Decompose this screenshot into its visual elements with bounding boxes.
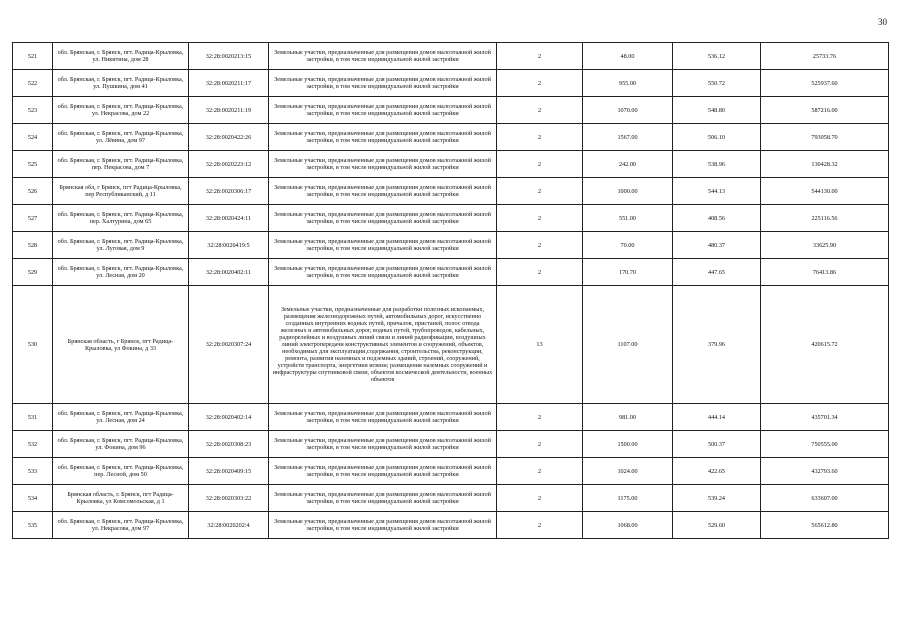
specific-value-cell: 536.12 [673,43,761,70]
area-cell: 1024.00 [583,458,673,485]
land-use-cell: Земельные участки, предназначенные для размещения домов малоэтажной жилой застройки, в том числе индивидуальной жилой застройки [269,512,497,539]
row-number-cell: 528 [13,232,53,259]
land-use-cell: Земельные участки, предназначенные для размещения домов малоэтажной жилой застройки, в том числе индивидуальной жилой застройки [269,124,497,151]
cadastral-value-cell: 750555.00 [761,431,889,458]
land-use-group-cell: 2 [497,70,583,97]
cadastral-value-cell: 25733.76 [761,43,889,70]
land-use-group-cell: 2 [497,512,583,539]
land-use-group-cell: 2 [497,205,583,232]
cadastral-value-cell: 225116.56 [761,205,889,232]
table-row [13,404,889,431]
table-row [13,259,889,286]
specific-value-cell: 447.65 [673,259,761,286]
cadastral-number-cell: 32:28:0020303:22 [189,485,269,512]
cadastral-number-cell: 32:28:0020308:23 [189,431,269,458]
land-use-cell: Земельные участки, предназначенные для размещения домов малоэтажной жилой застройки, в том числе индивидуальной жилой застройки [269,259,497,286]
specific-value-cell: 480.37 [673,232,761,259]
land-use-cell: Земельные участки, предназначенные для размещения домов малоэтажной жилой застройки, в том числе индивидуальной жилой застройки [269,404,497,431]
land-use-cell: Земельные участки, предназначенные для размещения домов малоэтажной жилой застройки, в том числе индивидуальной жилой застройки [269,43,497,70]
cadastral-number-cell: 32:28:0020419:5 [189,232,269,259]
table-row [13,70,889,97]
specific-value-cell: 529.60 [673,512,761,539]
specific-value-cell: 548.80 [673,97,761,124]
address-cell: Брянская область, г. Брянск, пгт Радица-Крыловка, ул Комсомольская, д 1 [53,485,189,512]
row-number-cell: 533 [13,458,53,485]
cadastral-number-cell: 32:28:0020409:15 [189,458,269,485]
table-row [13,97,889,124]
cadastral-value-cell: 76413.86 [761,259,889,286]
specific-value-cell: 539.24 [673,485,761,512]
address-cell: обл. Брянская, г. Брянск, пгт. Радица-Крыловка, ул. Лёвина, дом 97 [53,124,189,151]
address-cell: Брянская обл, г Брянск, пгт Радица-Крыловка, пер Республиканский, д 11 [53,178,189,205]
land-use-group-cell: 2 [497,151,583,178]
area-cell: 170.70 [583,259,673,286]
cadastral-number-cell: 32:28:0020202:4 [189,512,269,539]
address-cell: обл. Брянская, г. Брянск, пгт. Радица-Крыловка, ул. Некрасова, дом 22 [53,97,189,124]
land-use-cell: Земельные участки, предназначенные для размещения домов малоэтажной жилой застройки, в том числе индивидуальной жилой застройки [269,431,497,458]
address-cell: обл. Брянская, г. Брянск, пгт. Радица-Крыловка, ул. Некрасова, дом 97 [53,512,189,539]
cadastral-number-cell: 32:28:0020213:15 [189,43,269,70]
table-row [13,485,889,512]
specific-value-cell: 550.72 [673,70,761,97]
land-use-group-cell: 2 [497,178,583,205]
table-body [13,43,889,539]
row-number-cell: 531 [13,404,53,431]
specific-value-cell: 538.96 [673,151,761,178]
land-use-group-cell: 2 [497,43,583,70]
specific-value-cell: 422.65 [673,458,761,485]
specific-value-cell: 500.37 [673,431,761,458]
land-use-group-cell: 2 [497,97,583,124]
cadastral-value-cell: 33625.90 [761,232,889,259]
cadastral-number-cell: 32:28:0020306:17 [189,178,269,205]
row-number-cell: 523 [13,97,53,124]
area-cell: 981.00 [583,404,673,431]
row-number-cell: 526 [13,178,53,205]
row-number-cell: 535 [13,512,53,539]
area-cell: 48.00 [583,43,673,70]
cadastral-value-cell: 587216.00 [761,97,889,124]
cadastral-value-cell: 633607.00 [761,485,889,512]
row-number-cell: 534 [13,485,53,512]
row-number-cell: 529 [13,259,53,286]
area-cell: 1107.00 [583,286,673,404]
land-use-group-cell: 2 [497,259,583,286]
cadastral-number-cell: 32:28:0020402:14 [189,404,269,431]
row-number-cell: 521 [13,43,53,70]
area-cell: 1068.00 [583,512,673,539]
land-use-group-cell: 2 [497,485,583,512]
land-use-cell: Земельные участки, предназначенные для размещения домов малоэтажной жилой застройки, в том числе индивидуальной жилой застройки [269,205,497,232]
table-row [13,286,889,404]
cadastral-number-cell: 32:28:0020211:17 [189,70,269,97]
row-number-cell: 524 [13,124,53,151]
area-cell: 955.00 [583,70,673,97]
address-cell: обл. Брянская, г. Брянск, пгт. Радица-Крыловка, ул. Пушкина, дом 41 [53,70,189,97]
land-use-cell: Земельные участки, предназначенные для размещения домов малоэтажной жилой застройки, в том числе индивидуальной жилой застройки [269,97,497,124]
cadastral-value-cell: 525937.60 [761,70,889,97]
specific-value-cell: 408.56 [673,205,761,232]
area-cell: 242.00 [583,151,673,178]
land-use-group-cell: 13 [497,286,583,404]
cadastral-value-cell: 565612.80 [761,512,889,539]
address-cell: Брянская область, г Брянск, пгт Радица-Крыловка, ул Фокина, д 33 [53,286,189,404]
land-use-group-cell: 2 [497,431,583,458]
cadastral-value-cell: 432793.60 [761,458,889,485]
specific-value-cell: 379.96 [673,286,761,404]
cadastral-value-cell: 130428.32 [761,151,889,178]
cadastral-number-cell: 32:28:0020211:19 [189,97,269,124]
row-number-cell: 522 [13,70,53,97]
table-row [13,431,889,458]
row-number-cell: 530 [13,286,53,404]
area-cell: 1000.00 [583,178,673,205]
land-use-cell: Земельные участки, предназначенные для размещения домов малоэтажной жилой застройки, в том числе индивидуальной жилой застройки [269,151,497,178]
land-use-cell: Земельные участки, предназначенные для разработки полезных ископаемых, размещения железнодорожных путей, автомобильных дорог, искусственно созданных внутренних водных путей, причалов, пристаней, полос отвода железных и автомобильных дорог, водных путей, трубопроводов, кабельных, радиорелейных и воздушных линий связи и линий радиофикации, воздушных линий электропередачи конструктивных элементов и сооружений, объектов, необходимых для эксплуатации,содержания, строительства, реконструкции, ремонта, развития наземных и подземных зданий, строений, сооружений, устройств транспорта, энергетики исвязи; размещения наземных сооружений и инфраструктуры спутниковой связи, объектов космической деятельности, военных объектов [269,286,497,404]
cadastral-number-cell: 32:28:0020307:24 [189,286,269,404]
land-use-group-cell: 2 [497,232,583,259]
land-use-cell: Земельные участки, предназначенные для размещения домов малоэтажной жилой застройки, в том числе индивидуальной жилой застройки [269,458,497,485]
address-cell: обл. Брянская, г. Брянск, пгт. Радица-Крыловка, ул. Лесная, дом 24 [53,404,189,431]
cadastral-value-cell: 544130.00 [761,178,889,205]
land-use-cell: Земельные участки, предназначенные для размещения домов малоэтажной жилой застройки, в том числе индивидуальной жилой застройки [269,178,497,205]
area-cell: 1500.00 [583,431,673,458]
area-cell: 551.00 [583,205,673,232]
area-cell: 1567.00 [583,124,673,151]
page-number: 30 [878,17,887,27]
address-cell: обл. Брянская, г. Брянск, пгт. Радица-Крыловка, ул. Никитина, дом 28 [53,43,189,70]
address-cell: обл. Брянская, г. Брянск, пгт. Радица-Крыловка, ул. Фокина, дом 96 [53,431,189,458]
land-use-cell: Земельные участки, предназначенные для размещения домов малоэтажной жилой застройки, в том числе индивидуальной жилой застройки [269,232,497,259]
address-cell: обл. Брянская, г. Брянск, пгт. Радица-Крыловка, пер. Некрасова, дом 7 [53,151,189,178]
row-number-cell: 527 [13,205,53,232]
address-cell: обл. Брянская, г. Брянск, пгт. Радица-Крыловка, пер. Лесной, дом 50 [53,458,189,485]
address-cell: обл. Брянская, г. Брянск, пгт. Радица-Крыловка, ул. Лесная, дом 20 [53,259,189,286]
cadastral-value-cell: 793058.70 [761,124,889,151]
cadastral-number-cell: 32:28:0020402:11 [189,259,269,286]
cadastral-number-cell: 32:28:0020424:11 [189,205,269,232]
row-number-cell: 525 [13,151,53,178]
land-use-group-cell: 2 [497,404,583,431]
row-number-cell: 532 [13,431,53,458]
area-cell: 1070.00 [583,97,673,124]
land-use-group-cell: 2 [497,124,583,151]
table-row [13,458,889,485]
land-use-group-cell: 2 [497,458,583,485]
cadastral-number-cell: 32:28:0020422:26 [189,124,269,151]
cadastral-value-cell: 420615.72 [761,286,889,404]
table-row [13,124,889,151]
cadastral-number-cell: 32:28:0020223:12 [189,151,269,178]
specific-value-cell: 506.10 [673,124,761,151]
area-cell: 70.00 [583,232,673,259]
address-cell: обл. Брянская, г. Брянск, пгт. Радица-Крыловка, ул. Луговая, дом 9 [53,232,189,259]
specific-value-cell: 544.13 [673,178,761,205]
table-row [13,178,889,205]
table-row [13,151,889,178]
land-use-cell: Земельные участки, предназначенные для размещения домов малоэтажной жилой застройки, в том числе индивидуальной жилой застройки [269,485,497,512]
table-row [13,43,889,70]
table-row [13,512,889,539]
cadastral-value-cell: 435701.34 [761,404,889,431]
land-use-cell: Земельные участки, предназначенные для размещения домов малоэтажной жилой застройки, в том числе индивидуальной жилой застройки [269,70,497,97]
specific-value-cell: 444.14 [673,404,761,431]
area-cell: 1175.00 [583,485,673,512]
cadastral-value-table [12,42,889,539]
address-cell: обл. Брянская, г. Брянск, пгт. Радица-Крыловка, пер. Халтурина, дом 65 [53,205,189,232]
table-row [13,232,889,259]
table-row [13,205,889,232]
